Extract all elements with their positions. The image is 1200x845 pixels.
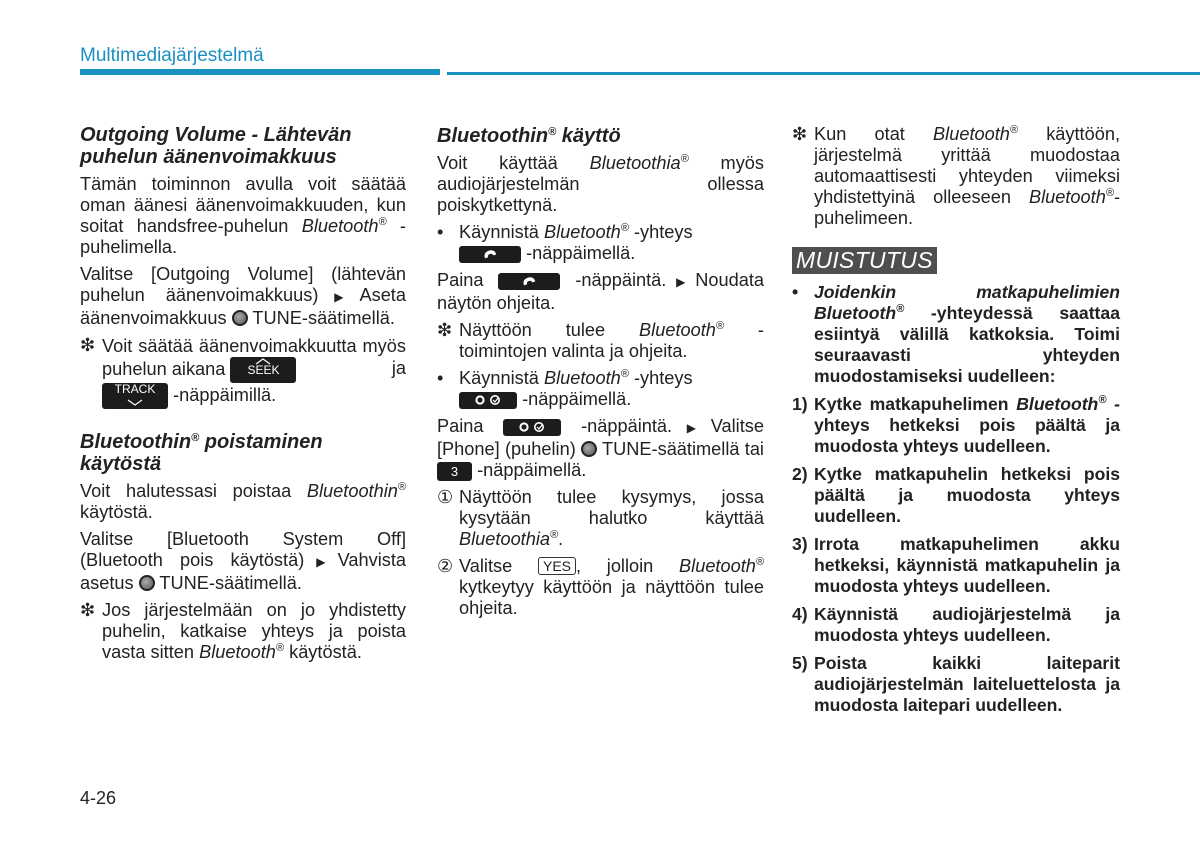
notice-bullet: • Joidenkin matkapuhelimien Bluetooth® -yhteydessä saattaa esiintyä välillä katkoksia. Toimi seuraavasti yhteyden muodostamiseksi uudelleen: (792, 282, 1120, 386)
heading-bluetooth-use: Bluetoothin® käyttö (437, 125, 621, 147)
step-item: ① Näyttöön tulee kysymys, jossa kysytään halutko käyttää Bluetoothia®. (437, 487, 764, 549)
tune-knob-icon (232, 310, 248, 326)
section-title: Multimediajärjestelmä (80, 45, 264, 66)
bullet-item: • Käynnistä Bluetooth® -yhteys -näppäimellä. (437, 222, 693, 263)
notice-box (792, 282, 1120, 716)
seek-button-icon: SEEK (230, 357, 296, 383)
phone-button-icon (459, 246, 521, 263)
settings-button-icon (503, 419, 561, 436)
track-button-icon: TRACK (102, 383, 168, 409)
note-item: ❇ Voit säätää äänenvoimakkuutta myös puhelun aikana SEEK ja TRACK -näppäimillä. (80, 335, 406, 409)
notice-badge: MUISTUTUS (792, 247, 937, 274)
paragraph: Valitse [Bluetooth System Off] (Bluetooth pois käytöstä)▶Vahvista asetus TUNE-säätimellä. (80, 529, 407, 593)
page-number: 4-26 (80, 788, 117, 808)
column-middle (437, 124, 764, 625)
paragraph: Voit käyttää Bluetoothia® myös audiojärjestelmän ollessa poiskytkettynä. (437, 153, 764, 215)
notice-step: 3) Irrota matkapuhelimen akku hetkeksi, käynnistä matkapuhelin ja muodosta yhteys uudelleen. (792, 534, 1120, 596)
step-item: ② Valitse YES , jolloin Bluetooth® kytkeytyy käyttöön ja näyttöön tulee ohjeita. (437, 556, 764, 618)
phone-button-icon (498, 273, 560, 290)
tune-knob-icon (581, 441, 597, 457)
paragraph: Paina -näppäintä.▶Valitse [Phone] (puhelin) TUNE-säätimellä tai 3 -näppäimellä. (437, 416, 764, 480)
notice-step: 4) Käynnistä audiojärjestelmä ja muodosta yhteys uudelleen. (792, 604, 1120, 645)
heading-bluetooth-disable: Bluetoothin® poistaminen käytöstä (80, 431, 323, 475)
paragraph: Tämän toiminnon avulla voit säätää oman äänesi äänenvoimakkuuden, kun soitat handsfree-puhelun Bluetooth® -puhelimella. (80, 174, 406, 257)
paragraph: Voit halutessasi poistaa Bluetoothin® käytöstä. (80, 481, 406, 522)
paragraph: Paina -näppäintä.▶Noudata näytön ohjeita. (437, 270, 764, 313)
settings-button-icon (459, 392, 517, 409)
heading-outgoing-volume: Outgoing Volume - Lähtevän puhelun äänenvoimakkuus (80, 124, 352, 168)
notice-step: 2) Kytke matkapuhelin hetkeksi pois päältä ja muodosta yhteys uudelleen. (792, 464, 1120, 526)
column-right (792, 124, 1120, 723)
note-item: ❇ Näyttöön tulee Bluetooth® -toimintojen valinta ja ohjeita. (437, 320, 764, 361)
yes-button-icon: YES (538, 557, 576, 575)
notice-step: 5) Poista kaikki laiteparit audiojärjestelmän laiteluettelosta ja muodosta laitepari uudelleen. (792, 653, 1120, 715)
key-3-button: 3 (437, 462, 472, 481)
column-left (80, 124, 406, 669)
header-rule-thin (447, 72, 1200, 75)
header-rule-thick (80, 69, 440, 75)
note-item: ❇ Jos järjestelmään on jo yhdistetty puhelin, katkaise yhteys ja poista vasta sitten Bluetooth® käytöstä. (80, 600, 406, 662)
note-item: ❇ Kun otat Bluetooth® käyttöön, järjestelmä yrittää muodostaa automaattisesti yhteyden viimeksi yhdistettyinä olleeseen Bluetooth®-puhelimeen. (792, 124, 1120, 228)
notice-step: 1) Kytke matkapuhelimen Bluetooth® -yhteys hetkeksi pois päältä ja muodosta yhteys uudelleen. (792, 394, 1121, 456)
tune-knob-icon (139, 575, 155, 591)
paragraph: Valitse [Outgoing Volume] (lähtevän puhelun äänenvoimakkuus)▶Aseta äänenvoimakkuus TUNE-säätimellä. (80, 264, 406, 328)
bullet-item: • Käynnistä Bluetooth® -yhteys -näppäimellä. (437, 368, 693, 409)
